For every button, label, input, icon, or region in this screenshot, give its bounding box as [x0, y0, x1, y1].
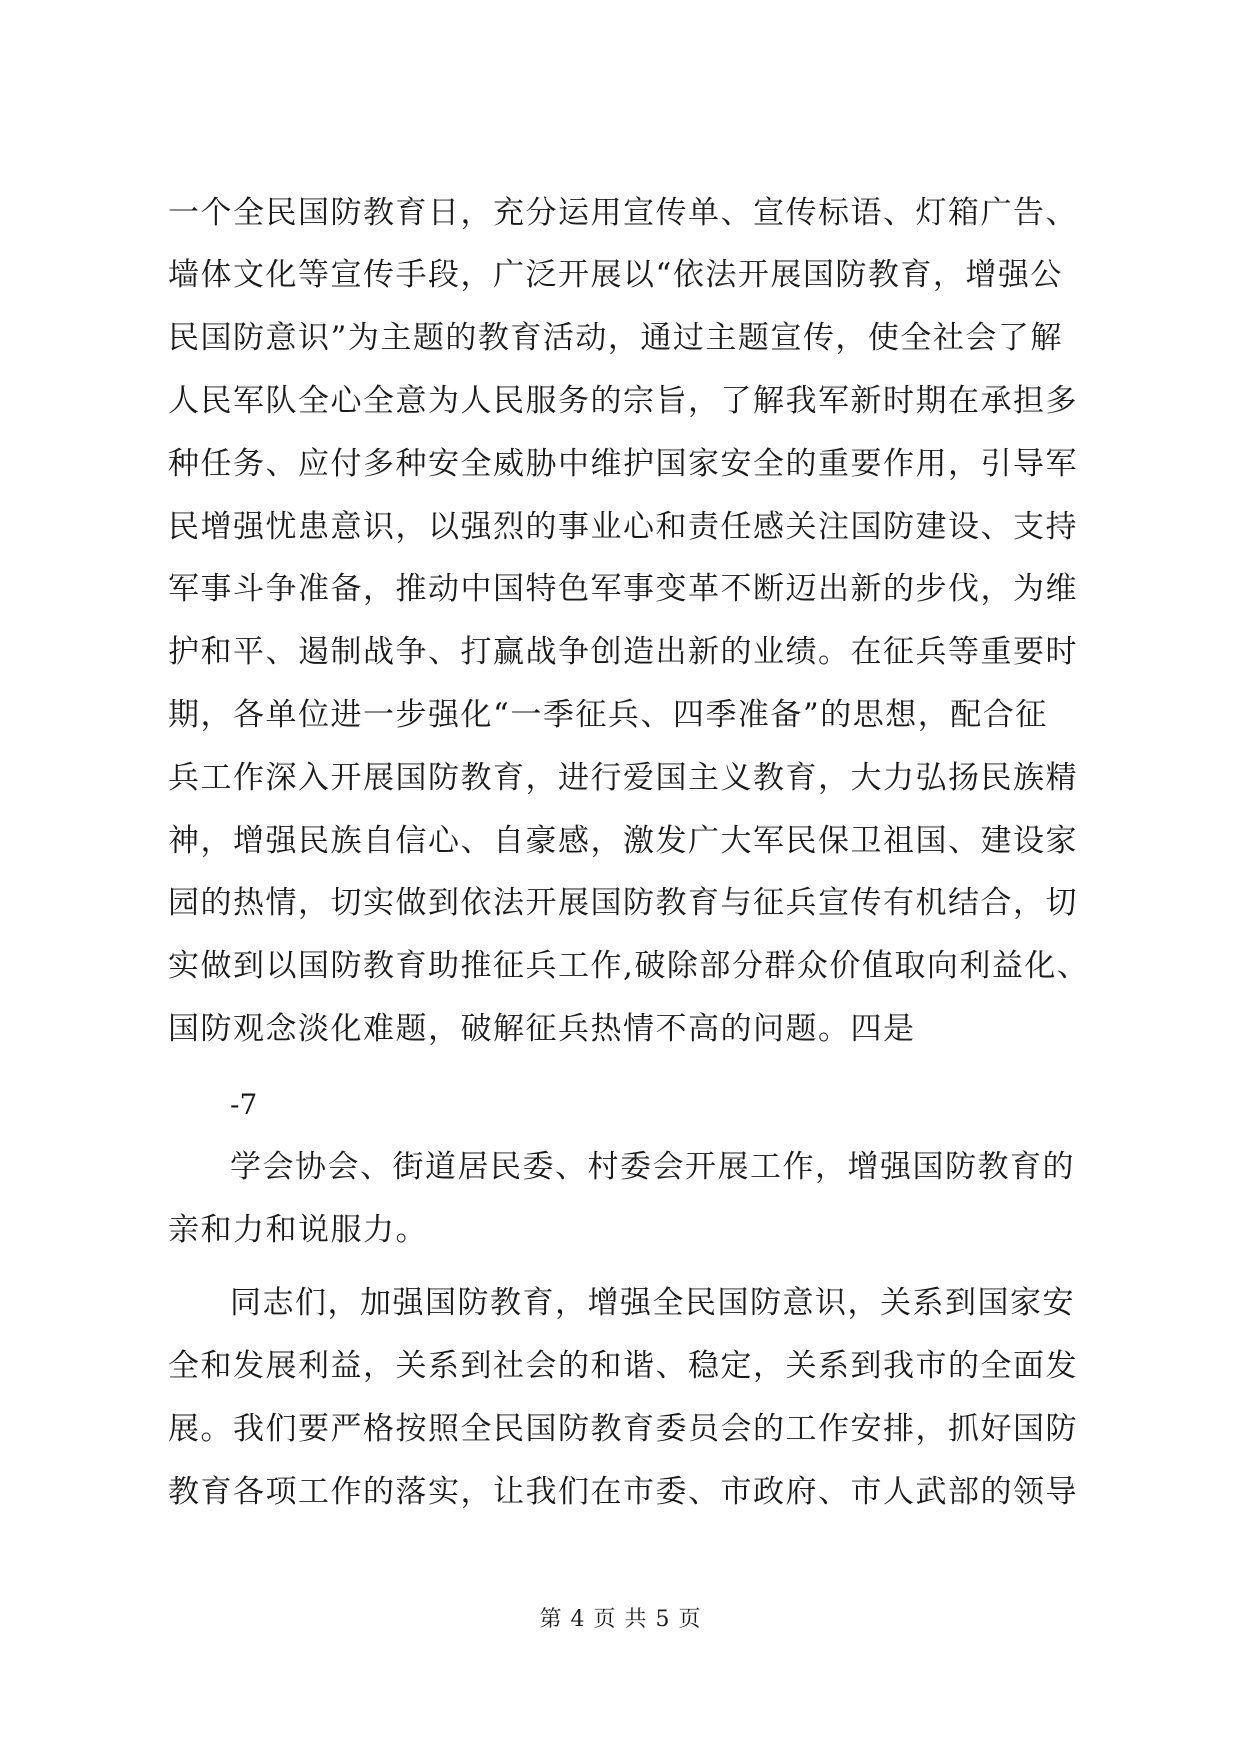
body-line: 一个全民国防教育日，充分运用宣传单、宣传标语、灯箱广告、: [168, 195, 1078, 231]
body-line: 种任务、应付多种安全威胁中维护国家安全的重要作用，引导军: [168, 446, 1078, 482]
body-line: 护和平、遏制战争、打赢战争创造出新的业绩。在征兵等重要时: [168, 634, 1078, 670]
body-line: 人民军队全心全意为人民服务的宗旨，了解我军新时期在承担多: [168, 383, 1078, 419]
body-line: 兵工作深入开展国防教育，进行爱国主义教育，大力弘扬民族精: [168, 760, 1078, 796]
body-line: 民增强忧患意识，以强烈的事业心和责任感关注国防建设、支持: [168, 509, 1078, 545]
paragraph-line: 全和发展利益，关系到社会的和谐、稳定，关系到我市的全面发: [168, 1348, 1078, 1384]
body-line: 期，各单位进一步强化“一季征兵、四季准备”的思想，配合征: [168, 697, 1048, 733]
body-line: 国防观念淡化难题，破解征兵热情不高的问题。四是: [168, 1011, 916, 1047]
paragraph-line: 教育各项工作的落实，让我们在市委、市政府、市人武部的领导: [168, 1474, 1078, 1510]
page-footer: 第 4 页 共 5 页: [539, 1607, 702, 1632]
inline-page-mark: -7: [230, 1088, 258, 1121]
paragraph-line: 学会协会、街道居民委、村委会开展工作，增强国防教育的: [230, 1149, 1075, 1185]
body-line: 军事斗争准备，推动中国特色军事变革不断迈出新的步伐，为维: [168, 571, 1078, 607]
body-line: 实做到以国防教育助推征兵工作,破除部分群众价值取向利益化、: [168, 948, 1090, 984]
paragraph-line: 亲和力和说服力。: [168, 1212, 428, 1248]
body-line: 园的热情，切实做到依法开展国防教育与征兵宣传有机结合，切: [168, 885, 1078, 921]
body-line: 民国防意识”为主题的教育活动，通过主题宣传，使全社会了解: [168, 320, 1063, 356]
paragraph-line: 展。我们要严格按照全民国防教育委员会的工作安排，抓好国防: [168, 1411, 1078, 1447]
paragraph-line: 同志们，加强国防教育，增强全民国防意识，关系到国家安: [230, 1285, 1075, 1321]
body-line: 墙体文化等宣传手段，广泛开展以“依法开展国防教育，增强公: [168, 257, 1063, 293]
body-line: 神，增强民族自信心、自豪感，激发广大军民保卫祖国、建设家: [168, 823, 1078, 859]
